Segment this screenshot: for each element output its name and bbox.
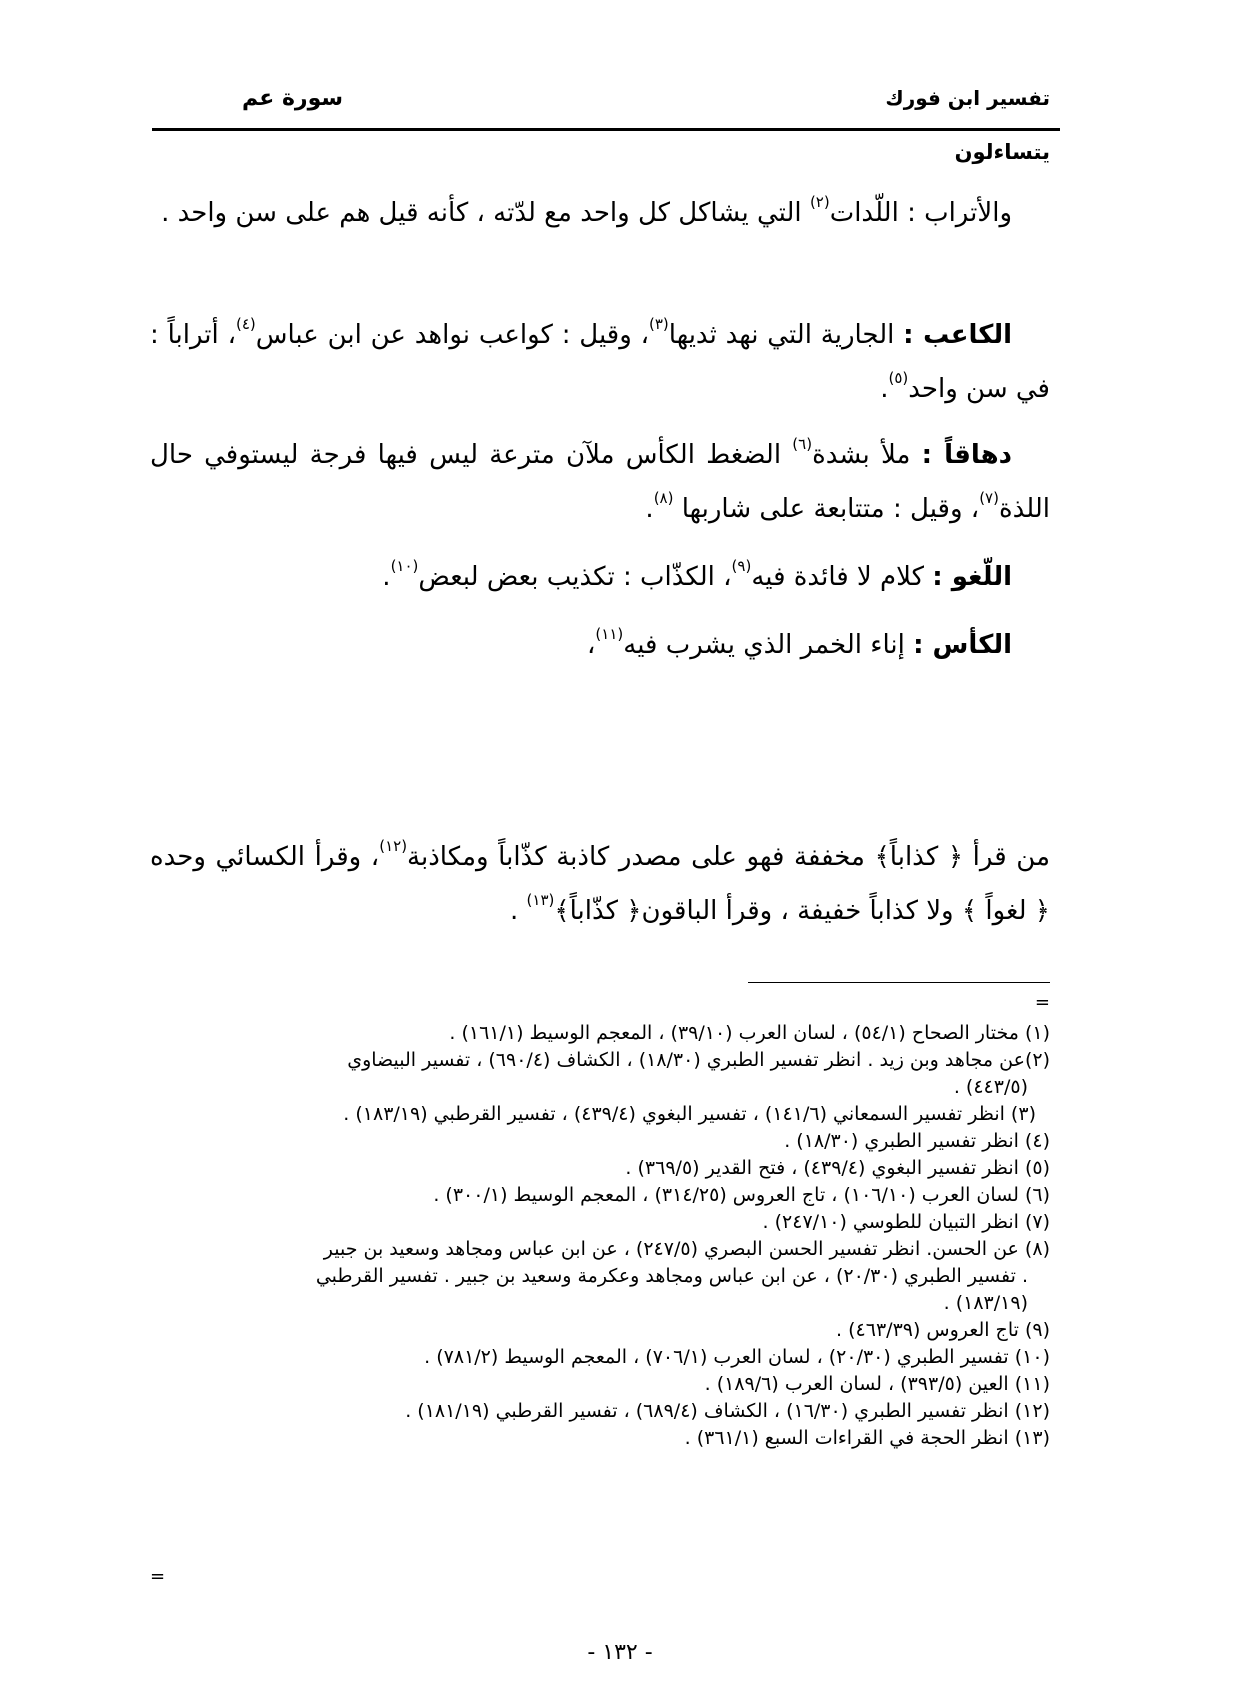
footnote-3: (٣) انظر تفسير السمعاني (١٤١/٦) ، تفسير البغوي (٤٣٩/٤) ، تفسير القرطبي (١٨٣/١٩) . [343,1103,1036,1125]
paragraph-text: كلام لا فائدة فيه [751,562,933,592]
paragraph-text: الجارية التي نهد ثديها [668,320,904,350]
footnote-4: (٤) انظر تفسير الطبري (١٨/٣٠) . [784,1130,1050,1152]
paragraph-text: ، وقيل : كواعب نواهد عن ابن عباس [255,320,649,350]
paragraph-qiraat [150,830,1050,938]
footnote-13: (١٣) انظر الحجة في القراءات السبع (٣٦١/١) . [684,1427,1050,1449]
footnote-ref: (١٣) [526,891,555,910]
term-label: دهاقاً : [921,440,1012,470]
footnote-ref: (٤) [235,315,256,334]
paragraph-text: ، الكذّاب : تكذيب بعض لبعض [418,562,732,592]
footnote-ref: (٧) [979,489,999,508]
paragraph-text: ، [587,630,596,660]
paragraph-text: الضغط الكأس ملآن مترعة ليس فيها فرجة ليستوفي حال اللذة [150,440,1050,524]
footnote-6: (٦) لسان العرب (١٠٦/١٠) ، تاج العروس (٣١٤/٢٥) ، المعجم الوسيط (٣٠٠/١) . [433,1184,1050,1206]
footnote-ref: (١١) [595,625,624,644]
footnote-10: (١٠) تفسير الطبري (٢٠/٣٠) ، لسان العرب (٧٠٦/١) ، المعجم الوسيط (٧٨١/٢) . [424,1346,1050,1368]
paragraph-atrab [150,186,1050,240]
page-number: - ١٣٢ - [587,1640,653,1665]
footnote-12: (١٢) انظر تفسير الطبري (١٦/٣٠) ، الكشاف (٦٨٩/٤) ، تفسير القرطبي (١٨١/١٩) . [405,1400,1050,1422]
footnote-11: (١١) العين (٣٩٣/٥) ، لسان العرب (١٨٩/٦) . [704,1373,1050,1395]
paragraph-text: ، أتراباً : في سن واحد [150,320,1050,404]
footnote-rule [748,982,1050,983]
footnote-5: (٥) انظر تفسير البغوي (٤٣٩/٤) ، فتح القدير (٣٦٩/٥) . [625,1157,1050,1179]
footnote-ref: (٨) [653,489,674,508]
paragraph-text: ، وقيل : متتابعة على شاربها [673,494,980,524]
paragraph-laghw [250,550,1012,604]
paragraph-text: ، وقرأ الكسائي وحده ﴿ لغواً ﴾ ولا كذاباً خفيفة ، وقرأ الباقون﴿ كذّاباً﴾ [150,842,1050,926]
footnote-ref: (١٢) [379,837,408,856]
paragraph-text: ملأ بشدة [812,440,922,470]
footnote-ref: (٥) [888,369,909,388]
term-label: اللّغو : [932,562,1012,592]
footnote-7: (٧) انظر التبيان للطوسي (٢٤٧/١٠) . [762,1211,1050,1233]
footnote-ref: (٢) [809,193,830,212]
paragraph-text: . [510,896,527,926]
paragraph-text: . [880,374,889,404]
paragraph-text: التي يشاكل كل واحد مع لدّته ، كأنه قيل هم على سن واحد . [161,198,810,228]
footnote-8-cont: . تفسير الطبري (٢٠/٣٠) ، عن ابن عباس ومجاهد وعكرمة وسعيد بن جبير . تفسير القرطبي [315,1265,1028,1287]
footnote-9: (٩) تاج العروس (٤٦٣/٣٩) . [836,1319,1050,1341]
footnote-2-cont: (٤٤٣/٥) . [953,1076,1028,1098]
paragraph-text: . [645,494,654,524]
paragraph-kaib [150,308,1050,416]
book-title: تفسير ابن فورك [885,86,1050,110]
paragraph-text: والأتراب : اللّدات [829,198,1012,228]
paragraph-text: . [382,562,391,592]
paragraph-dihaq [150,428,1050,536]
term-label: الكأس : [913,630,1012,660]
footnote-ref: (٩) [731,557,752,576]
footnote-8-cont: (١٨٣/١٩) . [943,1292,1028,1314]
subheading: يتساءلون [954,140,1050,164]
footnote-continuation-marker: = [1034,992,1050,1013]
paragraph-text: من قرأ ﴿ كذاباً﴾ مخففة فهو على مصدر كاذبة كذّاباً ومكاذبة [407,842,1050,872]
footnote-ref: (٦) [792,435,813,454]
footnote-ref: (١٠) [390,557,419,576]
footnote-2: (٢)عن مجاهد وبن زيد . انظر تفسير الطبري (١٨/٣٠) ، الكشاف (٦٩٠/٤) ، تفسير البيضاوي [347,1049,1050,1071]
footnote-8: (٨) عن الحسن. انظر تفسير الحسن البصري (٢٤٧/٥) ، عن ابن عباس ومجاهد وسعيد بن جبير [323,1238,1050,1260]
footnote-1: (١) مختار الصحاح (٥٤/١) ، لسان العرب (٣٩/١٠) ، المعجم الوسيط (١٦١/١) . [449,1022,1050,1044]
surah-title: سورة عم [242,86,344,111]
footnote-ref: (٣) [649,315,669,334]
footnote-continuation-marker: = [150,1566,166,1587]
header-rule [152,128,1060,131]
paragraph-kas [250,618,1012,672]
footnotes [150,1020,1050,1452]
paragraph-text: إناء الخمر الذي يشرب فيه [623,630,914,660]
term-label: الكاعب : [903,320,1013,350]
